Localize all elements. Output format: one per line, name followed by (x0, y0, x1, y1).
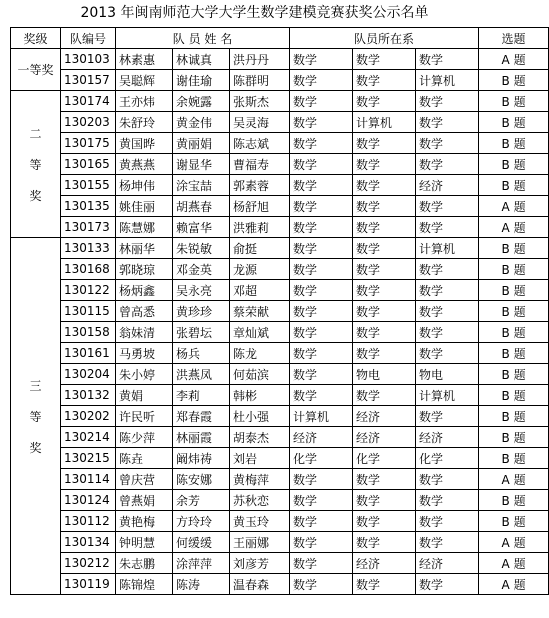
team-number-cell: 130122 (61, 280, 116, 301)
department-cell: 经济 (416, 175, 479, 196)
department-cell: 计算机 (290, 406, 353, 427)
member-name-cell: 王丽娜 (230, 532, 290, 553)
member-name-cell: 刘彦芳 (230, 553, 290, 574)
award-level-label: 二 (29, 126, 42, 141)
member-name-cell: 陈安娜 (173, 469, 230, 490)
topic-cell: B 题 (479, 385, 549, 406)
department-cell: 数学 (353, 301, 416, 322)
topic-cell: A 题 (479, 553, 549, 574)
department-cell: 数学 (290, 70, 353, 91)
award-level-label: 奖 (29, 188, 42, 203)
table-row (11, 49, 549, 70)
topic-cell: B 题 (479, 427, 549, 448)
department-cell: 数学 (416, 196, 479, 217)
department-cell: 数学 (353, 490, 416, 511)
table-row (11, 70, 549, 91)
member-name-cell: 章灿斌 (230, 322, 290, 343)
member-name-cell: 曾庆营 (116, 469, 173, 490)
member-name-cell: 方玲玲 (173, 511, 230, 532)
department-cell: 数学 (290, 343, 353, 364)
table-header-row (11, 28, 549, 49)
department-cell: 数学 (353, 511, 416, 532)
table-row (11, 574, 549, 595)
member-name-cell: 郑春霞 (173, 406, 230, 427)
topic-cell: B 题 (479, 259, 549, 280)
member-name-cell: 黄丽娟 (173, 133, 230, 154)
topic-cell: A 题 (479, 49, 549, 70)
award-level-cell (11, 91, 61, 238)
topic-cell: B 题 (479, 238, 549, 259)
award-level-label: 等 (29, 157, 42, 172)
member-name-cell: 钟明慧 (116, 532, 173, 553)
page-title: 2013 年闽南师范大学大学生数学建模竞赛获奖公示名单 (80, 5, 429, 21)
table-row (11, 406, 549, 427)
team-number-cell: 130158 (61, 322, 116, 343)
member-name-cell: 曾燕娟 (116, 490, 173, 511)
topic-cell: B 题 (479, 406, 549, 427)
team-number-cell: 130115 (61, 301, 116, 322)
department-cell: 数学 (416, 133, 479, 154)
department-cell: 数学 (290, 91, 353, 112)
table-row (11, 511, 549, 532)
department-cell: 数学 (416, 49, 479, 70)
department-cell: 物电 (353, 364, 416, 385)
department-cell: 计算机 (416, 238, 479, 259)
team-number-cell: 130161 (61, 343, 116, 364)
team-number-cell: 130112 (61, 511, 116, 532)
member-name-cell: 黄珍珍 (173, 301, 230, 322)
department-cell: 数学 (416, 112, 479, 133)
table-row (11, 133, 549, 154)
table-row (11, 427, 549, 448)
member-name-cell: 张碧坛 (173, 322, 230, 343)
table-row (11, 469, 549, 490)
award-level-label: 奖 (29, 440, 42, 455)
team-number-cell: 130133 (61, 238, 116, 259)
award-level-cell (11, 238, 61, 595)
team-number-cell: 130124 (61, 490, 116, 511)
member-name-cell: 吴永亮 (173, 280, 230, 301)
department-cell: 数学 (290, 238, 353, 259)
member-name-cell: 韩彬 (230, 385, 290, 406)
department-cell: 数学 (290, 49, 353, 70)
member-name-cell: 林素惠 (116, 49, 173, 70)
team-number-cell: 130114 (61, 469, 116, 490)
member-name-cell: 蔡荣献 (230, 301, 290, 322)
member-name-cell: 翁妹清 (116, 322, 173, 343)
department-cell: 数学 (290, 154, 353, 175)
member-name-cell: 陈志斌 (230, 133, 290, 154)
award-level-label: 三 (29, 378, 42, 393)
table-row (11, 322, 549, 343)
member-name-cell: 胡燕春 (173, 196, 230, 217)
member-name-cell: 郭素蓉 (230, 175, 290, 196)
topic-cell: B 题 (479, 511, 549, 532)
member-name-cell: 陈少萍 (116, 427, 173, 448)
member-name-cell: 涂萍萍 (173, 553, 230, 574)
member-name-cell: 陈慧娜 (116, 217, 173, 238)
member-name-cell: 张斯杰 (230, 91, 290, 112)
table-row (11, 301, 549, 322)
member-name-cell: 朱锐敏 (173, 238, 230, 259)
department-cell: 数学 (353, 175, 416, 196)
table-row (11, 448, 549, 469)
department-cell: 数学 (416, 91, 479, 112)
department-cell: 经济 (290, 427, 353, 448)
department-cell: 计算机 (416, 70, 479, 91)
table-row (11, 259, 549, 280)
member-name-cell: 胡泰杰 (230, 427, 290, 448)
member-name-cell: 杨兵 (173, 343, 230, 364)
header-members: 队 员 姓 名 (116, 28, 290, 49)
header-departments: 队员所在系 (290, 28, 479, 49)
table-row (11, 154, 549, 175)
member-name-cell: 刘岩 (230, 448, 290, 469)
member-name-cell: 郭晓琼 (116, 259, 173, 280)
department-cell: 数学 (416, 511, 479, 532)
member-name-cell: 姚佳丽 (116, 196, 173, 217)
team-number-cell: 130173 (61, 217, 116, 238)
topic-cell: B 题 (479, 175, 549, 196)
table-row (11, 490, 549, 511)
department-cell: 计算机 (416, 385, 479, 406)
department-cell: 数学 (353, 133, 416, 154)
member-name-cell: 温春森 (230, 574, 290, 595)
team-number-cell: 130212 (61, 553, 116, 574)
table-row (11, 175, 549, 196)
member-name-cell: 吴灵海 (230, 112, 290, 133)
member-name-cell: 余婉露 (173, 91, 230, 112)
team-number-cell: 130202 (61, 406, 116, 427)
department-cell: 数学 (416, 343, 479, 364)
topic-cell: A 题 (479, 469, 549, 490)
department-cell: 经济 (353, 406, 416, 427)
member-name-cell: 余芳 (173, 490, 230, 511)
team-number-cell: 130157 (61, 70, 116, 91)
team-number-cell: 130204 (61, 364, 116, 385)
department-cell: 数学 (290, 385, 353, 406)
table-row (11, 532, 549, 553)
team-number-cell: 130214 (61, 427, 116, 448)
member-name-cell: 谢佳瑜 (173, 70, 230, 91)
member-name-cell: 洪雅莉 (230, 217, 290, 238)
topic-cell: A 题 (479, 196, 549, 217)
member-name-cell: 黄燕燕 (116, 154, 173, 175)
department-cell: 化学 (416, 448, 479, 469)
department-cell: 数学 (353, 343, 416, 364)
department-cell: 数学 (290, 133, 353, 154)
department-cell: 数学 (353, 385, 416, 406)
award-level-label: 一等奖 (17, 63, 54, 77)
department-cell: 数学 (353, 469, 416, 490)
member-name-cell: 陈锦煌 (116, 574, 173, 595)
member-name-cell: 曹福寿 (230, 154, 290, 175)
department-cell: 数学 (353, 91, 416, 112)
table-row (11, 280, 549, 301)
member-name-cell: 朱小婷 (116, 364, 173, 385)
department-cell: 数学 (353, 49, 416, 70)
member-name-cell: 陈垚 (116, 448, 173, 469)
table-row (11, 238, 549, 259)
department-cell: 数学 (353, 70, 416, 91)
member-name-cell: 龙源 (230, 259, 290, 280)
topic-cell: B 题 (479, 70, 549, 91)
member-name-cell: 俞挺 (230, 238, 290, 259)
member-name-cell: 陈群明 (230, 70, 290, 91)
member-name-cell: 许民听 (116, 406, 173, 427)
table-row (11, 217, 549, 238)
topic-cell: A 题 (479, 574, 549, 595)
member-name-cell: 黄娟 (116, 385, 173, 406)
team-number-cell: 130168 (61, 259, 116, 280)
department-cell: 物电 (416, 364, 479, 385)
topic-cell: B 题 (479, 280, 549, 301)
department-cell: 数学 (290, 469, 353, 490)
team-number-cell: 130132 (61, 385, 116, 406)
member-name-cell: 吴聪辉 (116, 70, 173, 91)
department-cell: 数学 (416, 574, 479, 595)
topic-cell: B 题 (479, 448, 549, 469)
table-row (11, 385, 549, 406)
department-cell: 数学 (290, 553, 353, 574)
member-name-cell: 黄国晔 (116, 133, 173, 154)
team-number-cell: 130165 (61, 154, 116, 175)
member-name-cell: 朱志鹏 (116, 553, 173, 574)
team-number-cell: 130103 (61, 49, 116, 70)
department-cell: 数学 (290, 322, 353, 343)
member-name-cell: 曾高悉 (116, 301, 173, 322)
department-cell: 经济 (416, 553, 479, 574)
department-cell: 经济 (353, 553, 416, 574)
department-cell: 数学 (416, 322, 479, 343)
table-row (11, 112, 549, 133)
department-cell: 数学 (290, 511, 353, 532)
topic-cell: A 题 (479, 532, 549, 553)
topic-cell: B 题 (479, 112, 549, 133)
table-body (11, 49, 549, 595)
department-cell: 数学 (353, 574, 416, 595)
department-cell: 数学 (353, 154, 416, 175)
topic-cell: B 题 (479, 343, 549, 364)
department-cell: 数学 (416, 301, 479, 322)
department-cell: 数学 (416, 469, 479, 490)
department-cell: 数学 (353, 217, 416, 238)
topic-cell: B 题 (479, 154, 549, 175)
header-topic: 选题 (479, 28, 549, 49)
department-cell: 数学 (353, 322, 416, 343)
member-name-cell: 何茹滨 (230, 364, 290, 385)
department-cell: 数学 (353, 532, 416, 553)
department-cell: 数学 (416, 490, 479, 511)
member-name-cell: 黄艳梅 (116, 511, 173, 532)
department-cell: 数学 (290, 532, 353, 553)
team-number-cell: 130175 (61, 133, 116, 154)
member-name-cell: 洪丹丹 (230, 49, 290, 70)
department-cell: 数学 (353, 259, 416, 280)
member-name-cell: 李莉 (173, 385, 230, 406)
team-number-cell: 130134 (61, 532, 116, 553)
team-number-cell: 130215 (61, 448, 116, 469)
header-team-no: 队编号 (61, 28, 116, 49)
member-name-cell: 涂宝喆 (173, 175, 230, 196)
member-name-cell: 朱舒玲 (116, 112, 173, 133)
department-cell: 数学 (416, 406, 479, 427)
member-name-cell: 阚炜祷 (173, 448, 230, 469)
topic-cell: B 题 (479, 322, 549, 343)
member-name-cell: 林丽华 (116, 238, 173, 259)
department-cell: 数学 (416, 154, 479, 175)
team-number-cell: 130203 (61, 112, 116, 133)
member-name-cell: 林诚真 (173, 49, 230, 70)
member-name-cell: 洪燕凤 (173, 364, 230, 385)
department-cell: 数学 (290, 259, 353, 280)
topic-cell: A 题 (479, 217, 549, 238)
department-cell: 化学 (290, 448, 353, 469)
topic-cell: B 题 (479, 364, 549, 385)
member-name-cell: 陈龙 (230, 343, 290, 364)
department-cell: 数学 (290, 280, 353, 301)
department-cell: 数学 (416, 532, 479, 553)
department-cell: 数学 (416, 217, 479, 238)
member-name-cell: 赖富华 (173, 217, 230, 238)
department-cell: 数学 (353, 196, 416, 217)
department-cell: 数学 (290, 175, 353, 196)
member-name-cell: 黄金伟 (173, 112, 230, 133)
topic-cell: B 题 (479, 301, 549, 322)
member-name-cell: 杨舒旭 (230, 196, 290, 217)
topic-cell: B 题 (479, 490, 549, 511)
table-row (11, 91, 549, 112)
department-cell: 数学 (290, 217, 353, 238)
member-name-cell: 邓超 (230, 280, 290, 301)
table-row (11, 343, 549, 364)
team-number-cell: 130119 (61, 574, 116, 595)
member-name-cell: 杨坤伟 (116, 175, 173, 196)
department-cell: 化学 (353, 448, 416, 469)
table-row (11, 364, 549, 385)
member-name-cell: 陈涛 (173, 574, 230, 595)
member-name-cell: 王亦炜 (116, 91, 173, 112)
member-name-cell: 黄梅萍 (230, 469, 290, 490)
team-number-cell: 130174 (61, 91, 116, 112)
award-level-label: 等 (29, 409, 42, 424)
department-cell: 数学 (290, 490, 353, 511)
department-cell: 数学 (353, 238, 416, 259)
award-table (10, 27, 549, 595)
department-cell: 数学 (290, 364, 353, 385)
member-name-cell: 何缓缓 (173, 532, 230, 553)
department-cell: 经济 (416, 427, 479, 448)
member-name-cell: 谢显华 (173, 154, 230, 175)
department-cell: 数学 (290, 196, 353, 217)
team-number-cell: 130155 (61, 175, 116, 196)
member-name-cell: 杜小强 (230, 406, 290, 427)
department-cell: 数学 (290, 112, 353, 133)
header-level: 奖级 (11, 28, 61, 49)
member-name-cell: 邓金英 (173, 259, 230, 280)
member-name-cell: 杨炳鑫 (116, 280, 173, 301)
department-cell: 数学 (353, 280, 416, 301)
topic-cell: B 题 (479, 133, 549, 154)
award-level-cell (11, 49, 61, 91)
department-cell: 数学 (416, 280, 479, 301)
member-name-cell: 苏秋恋 (230, 490, 290, 511)
team-number-cell: 130135 (61, 196, 116, 217)
table-row (11, 196, 549, 217)
department-cell: 数学 (290, 574, 353, 595)
member-name-cell: 林丽霞 (173, 427, 230, 448)
table-row (11, 553, 549, 574)
topic-cell: B 题 (479, 91, 549, 112)
department-cell: 数学 (416, 259, 479, 280)
department-cell: 数学 (290, 301, 353, 322)
department-cell: 经济 (353, 427, 416, 448)
department-cell: 计算机 (353, 112, 416, 133)
member-name-cell: 黄玉玲 (230, 511, 290, 532)
member-name-cell: 马勇坡 (116, 343, 173, 364)
